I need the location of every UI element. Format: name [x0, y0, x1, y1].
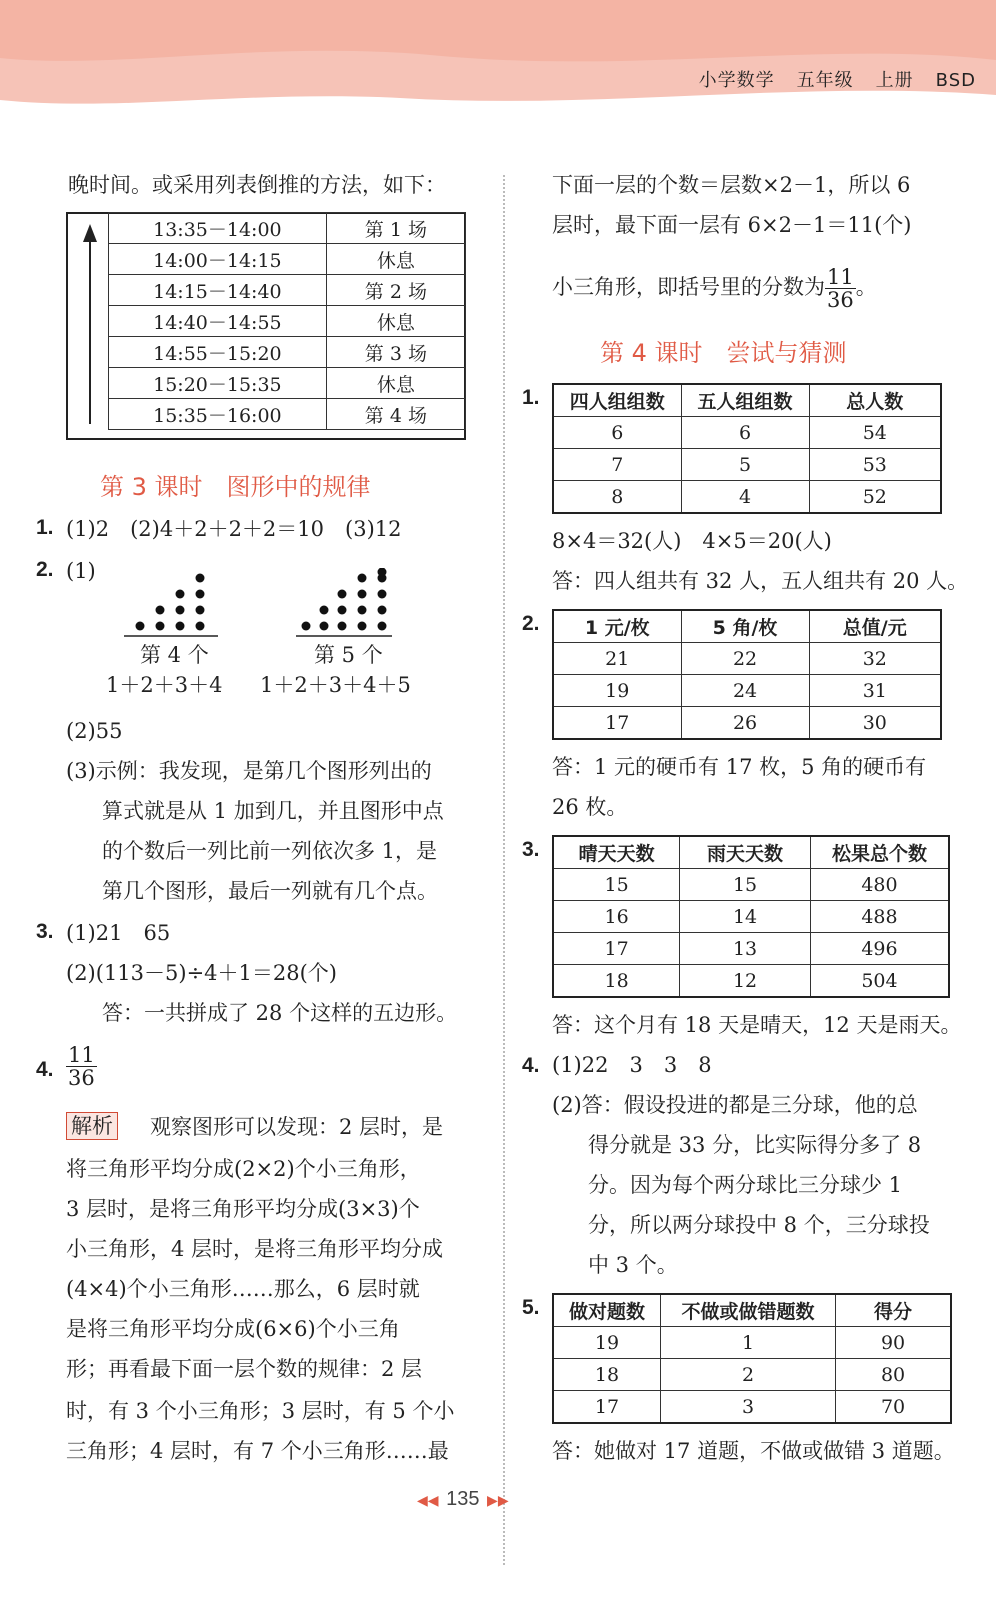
table-row [553, 643, 941, 675]
q3-part1: (1)21 65 [66, 921, 171, 945]
cont-line1: 下面一层的个数＝层数×2－1，所以 6 [552, 173, 911, 197]
table-cell: 8 [553, 481, 681, 514]
column-divider [503, 175, 505, 1565]
q4-fraction [66, 1044, 97, 1089]
table-header-cell: 五人组组数 [681, 384, 809, 417]
table-header-row [553, 1294, 951, 1327]
header-grade: 五年级 [796, 70, 854, 91]
q3-part2: (2)(113－5)÷4＋1＝28(个) [66, 961, 338, 985]
fig4-label: 第 4 个 [140, 643, 209, 667]
table-header-cell: 不做或做错题数 [660, 1294, 835, 1327]
t2-answer-line2: 26 枚。 [552, 795, 628, 819]
t1-calc: 8×4＝32(人) 4×5＝20(人) [552, 529, 832, 553]
q4-number: 4. [36, 1058, 54, 1081]
lesson4-title: 第 4 课时 尝试与猜测 [600, 339, 847, 367]
analysis-line1: 观察图形可以发现：2 层时，是 [150, 1115, 444, 1139]
t3-number: 3. [522, 838, 540, 861]
cont-frac-numerator: 11 [827, 265, 854, 289]
table-cell: 30 [809, 707, 941, 740]
q4-frac-numerator: 11 [68, 1043, 95, 1067]
analysis-tag-label: 解析 [66, 1112, 118, 1140]
analysis-line7: 形；再看最下面一层个数的规律：2 层 [66, 1357, 423, 1381]
table-cell: 15 [553, 869, 680, 901]
table-groups [552, 383, 942, 514]
table-header-row [553, 836, 949, 869]
table-header-row [553, 610, 941, 643]
t3-answer: 答：这个月有 18 天是晴天，12 天是雨天。 [552, 1013, 962, 1037]
table-row [553, 675, 941, 707]
analysis-line9: 三角形；4 层时，有 7 个小三角形……最 [66, 1439, 449, 1463]
table-cell: 496 [810, 933, 949, 965]
q4r-part2-line4: 分，所以两分球投中 8 个，三分球投 [588, 1213, 930, 1237]
table-row [553, 901, 949, 933]
q3-number: 3. [36, 920, 54, 943]
table-cell: 53 [809, 449, 941, 481]
table-cell: 17 [553, 707, 681, 740]
banner-wave [0, 0, 996, 120]
page-footer [415, 1488, 511, 1511]
table-cell: 5 [681, 449, 809, 481]
schedule-row [109, 337, 466, 368]
q3-answer: 答：一共拼成了 28 个这样的五边形。 [102, 1001, 458, 1025]
table-row [553, 481, 941, 514]
table-cell: 488 [810, 901, 949, 933]
q4r-part2-line5: 中 3 个。 [588, 1253, 678, 1277]
lesson3-title: 第 3 课时 图形中的规律 [100, 473, 371, 501]
table-row [553, 1359, 951, 1391]
schedule-time: 13:35－14:00 [109, 213, 327, 244]
table-cell: 4 [681, 481, 809, 514]
q4r-part2-line3: 分。因为每个两分球比三分球少 1 [588, 1173, 903, 1197]
table-cell: 26 [681, 707, 809, 740]
t2-answer-line1: 答：1 元的硬币有 17 枚，5 角的硬币有 [552, 755, 927, 779]
cont-frac-denominator: 36 [827, 288, 854, 312]
q4r-part1: (1)22 3 3 8 [552, 1053, 712, 1077]
table-cell: 2 [660, 1359, 835, 1391]
q1-answer: (1)2 (2)4＋2＋2＋2＝10 (3)12 [66, 517, 402, 541]
schedule-time: 14:00－14:15 [109, 244, 327, 275]
table-header-cell: 晴天天数 [553, 836, 680, 869]
table-cell: 54 [809, 417, 941, 449]
analysis-line8: 时，有 3 个小三角形；3 层时，有 5 个小 [66, 1399, 455, 1423]
table-coins [552, 609, 942, 740]
up-arrow-icon [68, 214, 112, 438]
table-header-cell: 得分 [836, 1294, 951, 1327]
table-header-cell: 1 元/枚 [553, 610, 681, 643]
table-cell: 31 [809, 675, 941, 707]
header-edition: BSD [935, 70, 976, 91]
schedule-row [109, 275, 466, 306]
next-arrow-icon: ▶▶ [487, 1492, 509, 1508]
table-header-cell: 四人组组数 [553, 384, 681, 417]
dot-figure-4 [136, 574, 205, 631]
schedule-event: 休息 [326, 368, 465, 399]
analysis-line2: 将三角形平均分成(2×2)个小三角形， [66, 1157, 421, 1181]
analysis-line6: 是将三角形平均分成(6×6)个小三角 [66, 1317, 400, 1341]
table-cell: 18 [553, 965, 680, 998]
fig5-formula: 1＋2＋3＋4＋5 [260, 673, 411, 697]
schedule-row [109, 399, 466, 430]
table-cell: 80 [836, 1359, 951, 1391]
table-score [552, 1293, 952, 1424]
table-cell: 14 [680, 901, 811, 933]
fig4-formula: 1＋2＋3＋4 [106, 673, 223, 697]
cont-line3 [552, 266, 877, 311]
schedule-event: 休息 [326, 306, 465, 337]
table-header-cell: 松果总个数 [810, 836, 949, 869]
schedule-row [109, 368, 466, 399]
header-volume: 上册 [875, 70, 914, 91]
header-subject: 小学数学 [698, 70, 775, 91]
table-row [553, 1327, 951, 1359]
q4-frac-denominator: 36 [68, 1066, 95, 1090]
table-header-cell: 雨天天数 [680, 836, 811, 869]
table-cell: 16 [553, 901, 680, 933]
schedule-event: 第 4 场 [326, 399, 465, 430]
table-cell: 21 [553, 643, 681, 675]
q1-number: 1. [36, 516, 54, 539]
schedule-time: 14:15－14:40 [109, 275, 327, 306]
cont-line2: 层时，最下面一层有 6×2－1＝11(个) [552, 213, 912, 237]
dot-figures [118, 568, 418, 638]
table-cell: 90 [836, 1327, 951, 1359]
table-cell: 12 [680, 965, 811, 998]
t1-number: 1. [522, 386, 540, 409]
q2-part3-line3: 的个数后一列比前一列依次多 1，是 [102, 839, 438, 863]
schedule-time: 15:35－16:00 [109, 399, 327, 430]
t5-answer: 答：她做对 17 道题，不做或做错 3 道题。 [552, 1439, 955, 1463]
intro-line: 晚时间。或采用列表倒推的方法，如下： [68, 173, 446, 197]
prev-arrow-icon: ◀◀ [417, 1492, 439, 1508]
schedule-event: 第 3 场 [326, 337, 465, 368]
table-cell: 504 [810, 965, 949, 998]
q4r-number: 4. [522, 1054, 540, 1077]
cont-fraction [825, 266, 856, 311]
table-row [553, 707, 941, 740]
schedule-row [109, 244, 466, 275]
table-cell: 7 [553, 449, 681, 481]
q2-part3-line4: 第几个图形，最后一列就有几个点。 [102, 879, 438, 903]
table-row [553, 1391, 951, 1424]
schedule-event: 休息 [326, 244, 465, 275]
schedule-time: 15:20－15:35 [109, 368, 327, 399]
table-weather [552, 835, 950, 998]
table-cell: 17 [553, 933, 680, 965]
page-number: 135 [446, 1488, 480, 1510]
table-cell: 24 [681, 675, 809, 707]
table-cell: 480 [810, 869, 949, 901]
table-header-cell: 总人数 [809, 384, 941, 417]
table-cell: 13 [680, 933, 811, 965]
dot-figure-5 [302, 568, 387, 631]
analysis-line5: (4×4)个小三角形……那么，6 层时就 [66, 1277, 420, 1301]
t5-number: 5. [522, 1296, 540, 1319]
table-cell: 15 [680, 869, 811, 901]
table-row [553, 933, 949, 965]
table-row [553, 869, 949, 901]
q2-part2: (2)55 [66, 719, 123, 743]
table-cell: 22 [681, 643, 809, 675]
q2-part3-line2: 算式就是从 1 加到几，并且图形中点 [102, 799, 444, 823]
schedule-event: 第 2 场 [326, 275, 465, 306]
t1-answer: 答：四人组共有 32 人，五人组共有 20 人。 [552, 569, 969, 593]
analysis-line3: 3 层时，是将三角形平均分成(3×3)个 [66, 1197, 420, 1221]
header-banner [0, 0, 996, 120]
table-cell: 70 [836, 1391, 951, 1424]
table-cell: 32 [809, 643, 941, 675]
table-cell: 52 [809, 481, 941, 514]
schedule-event: 第 1 场 [326, 213, 465, 244]
cont-line3-text: 小三角形，即括号里的分数为 [552, 275, 825, 299]
fig5-label: 第 5 个 [314, 643, 383, 667]
schedule-time: 14:55－15:20 [109, 337, 327, 368]
q4r-part2-line1: (2)答：假设投进的都是三分球，他的总 [552, 1093, 918, 1117]
table-row [553, 449, 941, 481]
q2-number: 2. [36, 558, 54, 581]
table-cell: 3 [660, 1391, 835, 1424]
schedule-row [109, 306, 466, 337]
table-row [553, 965, 949, 998]
table-cell: 17 [553, 1391, 660, 1424]
q2-part3-line1: (3)示例：我发现，是第几个图形列出的 [66, 759, 432, 783]
schedule-table [108, 212, 466, 430]
q4r-part2-line2: 得分就是 33 分，比实际得分多了 8 [588, 1133, 922, 1157]
table-cell: 19 [553, 675, 681, 707]
analysis-tag [66, 1112, 118, 1140]
table-header-cell: 总值/元 [809, 610, 941, 643]
schedule-row [109, 213, 466, 244]
q2-part1: (1) [66, 559, 96, 583]
cont-line3-end: 。 [855, 275, 877, 299]
analysis-line4: 小三角形，4 层时，是将三角形平均分成 [66, 1237, 444, 1261]
table-cell: 6 [681, 417, 809, 449]
table-header-cell: 做对题数 [553, 1294, 660, 1327]
table-cell: 18 [553, 1359, 660, 1391]
table-cell: 19 [553, 1327, 660, 1359]
schedule-time: 14:40－14:55 [109, 306, 327, 337]
t2-number: 2. [522, 612, 540, 635]
header-info [677, 66, 976, 92]
table-header-cell: 5 角/枚 [681, 610, 809, 643]
table-header-row [553, 384, 941, 417]
table-row [553, 417, 941, 449]
table-cell: 6 [553, 417, 681, 449]
table-cell: 1 [660, 1327, 835, 1359]
